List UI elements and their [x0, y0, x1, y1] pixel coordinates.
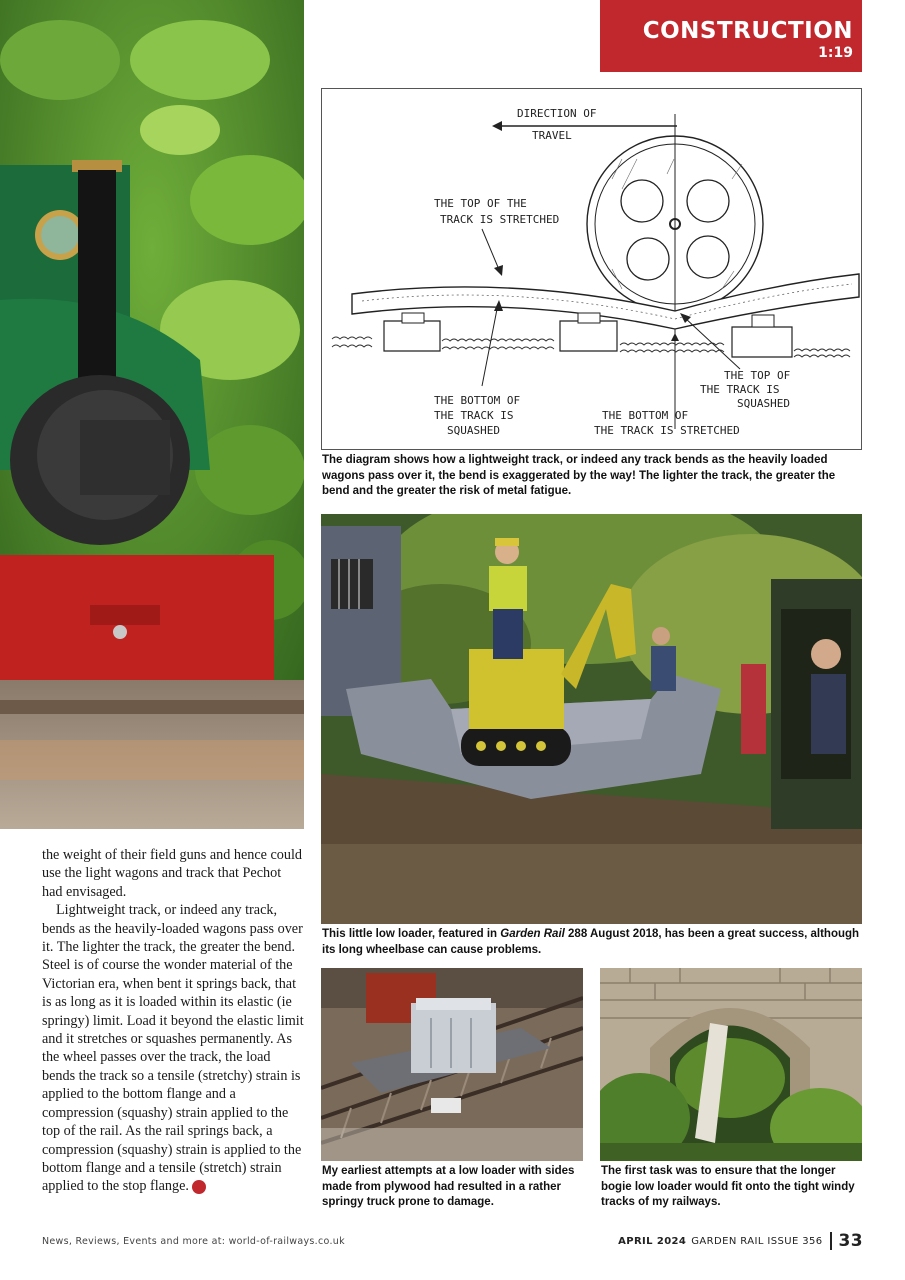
footer-issue — [618, 1231, 863, 1251]
diagram-caption: The diagram shows how a lightweight track, or indeed any track bends as the heavily loaded wagons pass over it, the bend is exaggerated by the way! The lighter the track, the greater the bend and the greater the risk of metal fatigue. — [322, 454, 836, 497]
locomotive-photo — [0, 0, 304, 829]
section-scale: 1:19 — [818, 45, 853, 61]
bogie-caption: The first task was to ensure that the longer bogie low loader would fit onto the tight windy tracks of my railways. — [601, 1165, 855, 1208]
low-loader-caption — [322, 927, 862, 958]
diagram-label-bottom-squashed-2: THE TRACK IS — [434, 409, 514, 422]
plywood-loader-photo — [321, 968, 583, 1161]
arrow-right-icon: ➔ — [192, 1180, 206, 1194]
low-loader-caption-pre: This little low loader, featured in — [322, 928, 501, 940]
article-body — [42, 846, 304, 1196]
magazine-title: Garden Rail — [500, 928, 565, 940]
footer-issue-label: GARDEN RAIL ISSUE 356 — [691, 1235, 823, 1247]
section-title: CONSTRUCTION — [642, 18, 853, 44]
diagram-label-top-stretched-1: THE TOP OF THE — [434, 197, 527, 210]
diagram-label-bottom-squashed-3: SQUASHED — [447, 424, 500, 437]
footer-website: News, Reviews, Events and more at: world-of-railways.co.uk — [42, 1236, 345, 1247]
body-paragraph-2-text: Lightweight track, or indeed any track, bends as the heavily-loaded wagons pass over it. The lighter the track, the greater the bend. Steel is of course the wonder material of the Victorian era, when bent it springs back, that is as long as it is loaded within its elastic (ie springy) limit. Load it beyond the elastic limit and it stretches or squashes permanently. As the wheel passes over the track, the load bends the track so a tensile (stretchy) strain is applied to the bottom flange and a compression (squashy) strain applied to the top of the rail. As the rail springs back, a compression (squashy) strain is applied to the bottom flange and a tensile (stretch) strain applied to the stop flange. — [42, 902, 304, 1195]
diagram-label-bottom-squashed-1: THE BOTTOM OF — [434, 394, 521, 407]
low-loader-photo — [321, 514, 862, 924]
body-paragraph-1: the weight of their field guns and hence could use the light wagons and track that Pechot had envisaged. — [42, 847, 303, 900]
footer-divider — [830, 1232, 832, 1250]
page-number: 33 — [838, 1231, 863, 1251]
plywood-caption: My earliest attempts at a low loader with sides made from plywood had resulted in a rather springy truck prone to damage. — [322, 1165, 575, 1208]
footer-date: APRIL 2024 — [618, 1235, 687, 1247]
diagram-label-bottom-stretched-1: THE BOTTOM OF — [602, 409, 689, 422]
diagram-label-direction-1: DIRECTION OF — [517, 107, 597, 120]
tunnel-photo — [600, 968, 862, 1161]
body-paragraph-2 — [42, 901, 304, 1196]
diagram-label-top-squashed-1: THE TOP OF — [724, 369, 791, 382]
diagram-label-direction-2: TRAVEL — [532, 129, 572, 142]
diagram-label-top-squashed-3: SQUASHED — [737, 397, 790, 410]
diagram-label-top-stretched-2: TRACK IS STRETCHED — [440, 213, 560, 226]
section-banner — [600, 0, 862, 72]
low-loader-caption-post: 288 August 2018, has been a great success, although its long wheelbase can cause problems. — [322, 928, 860, 956]
diagram-label-top-squashed-2: THE TRACK IS — [700, 383, 780, 396]
diagram-label-bottom-stretched-2: THE TRACK IS STRETCHED — [594, 424, 740, 437]
track-bending-diagram — [321, 88, 862, 450]
